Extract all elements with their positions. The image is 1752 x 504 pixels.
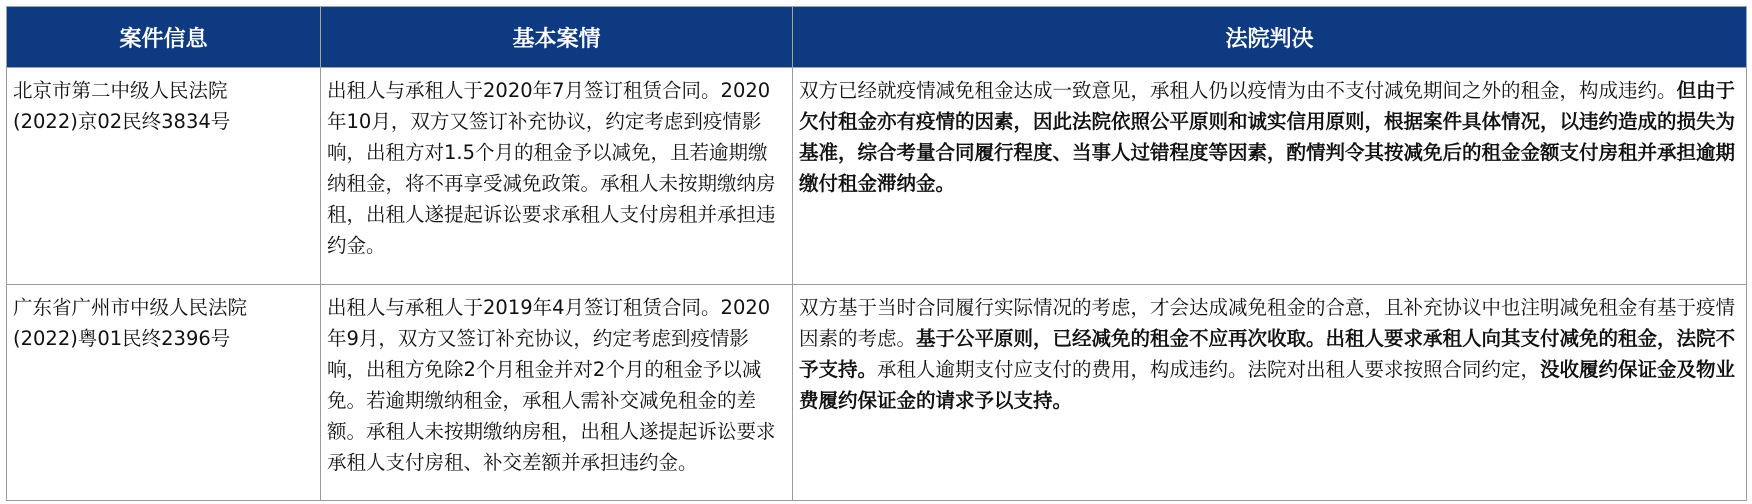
court-name: 广东省广州市中级人民法院 [13,296,248,319]
table-header-row [7,7,1747,68]
facts-cell [321,285,793,501]
judgment-cell [793,68,1747,285]
case-info-cell [7,285,321,501]
case-info-cell [7,68,321,285]
table-row [7,285,1747,501]
facts-cell [321,68,793,285]
header-court-judgment: 法院判决 [793,7,1747,68]
header-case-info: 案件信息 [7,7,321,68]
judgment-text: 双方已经就疫情减免租金达成一致意见，承租人仍以疫情为由不支付减免期间之外的租金，构成违约。 [799,79,1677,102]
case-table [6,6,1747,501]
facts-text: 出租人与承租人于2019年4月签订租赁合同。2020年9月，双方又签订补充协议，约定考虑到疫情影响，出租方免除2个月租金并对2个月的租金予以减免。若逾期缴纳租金，承租人需补交减免租金的差额。承租人未按期缴纳房租，出租人遂提起诉讼要求承租人支付房租、补交差额并承担违约金。 [327,296,776,474]
facts-text: 出租人与承租人于2020年7月签订租赁合同。2020年10月，双方又签订补充协议，约定考虑到疫情影响，出租方对1.5个月的租金予以减免，且若逾期缴纳租金，将不再享受减免政策。承租人未按期缴纳房租，出租人遂提起诉讼要求承租人支付房租并承担违约金。 [327,79,776,257]
judgment-bold-text: 没收履约保证金及物业费履约保证金的请求予以支持。 [799,358,1736,412]
case-number: (2022)京02民终3834号 [13,110,231,133]
judgment-text: 双方基于当时合同履行实际情况的考虑，才会达成减免租金的合意，且补充协议中也注明减免租金有基于疫情因素的考虑。 [799,296,1736,350]
judgment-cell [793,285,1747,501]
case-number: (2022)粤01民终2396号 [13,327,231,350]
table-row [7,68,1747,285]
judgment-bold-text: 但由于欠付租金亦有疫情的因素，因此法院依照公平原则和诚实信用原则，根据案件具体情况，以违约造成的损失为基准，综合考量合同履行程度、当事人过错程度等因素，酌情判令其按减免后的租金金额支付房租并承担逾期缴付租金滞纳金。 [799,79,1736,195]
judgment-bold-text: 基于公平原则，已经减免的租金不应再次收取。出租人要求承租人向其支付减免的租金，法院不予支持。 [799,327,1736,381]
court-name: 北京市第二中级人民法院 [13,79,228,102]
judgment-text: 承租人逾期支付应支付的费用，构成违约。法院对出租人要求按照合同约定， [877,358,1541,381]
header-basic-facts: 基本案情 [321,7,793,68]
